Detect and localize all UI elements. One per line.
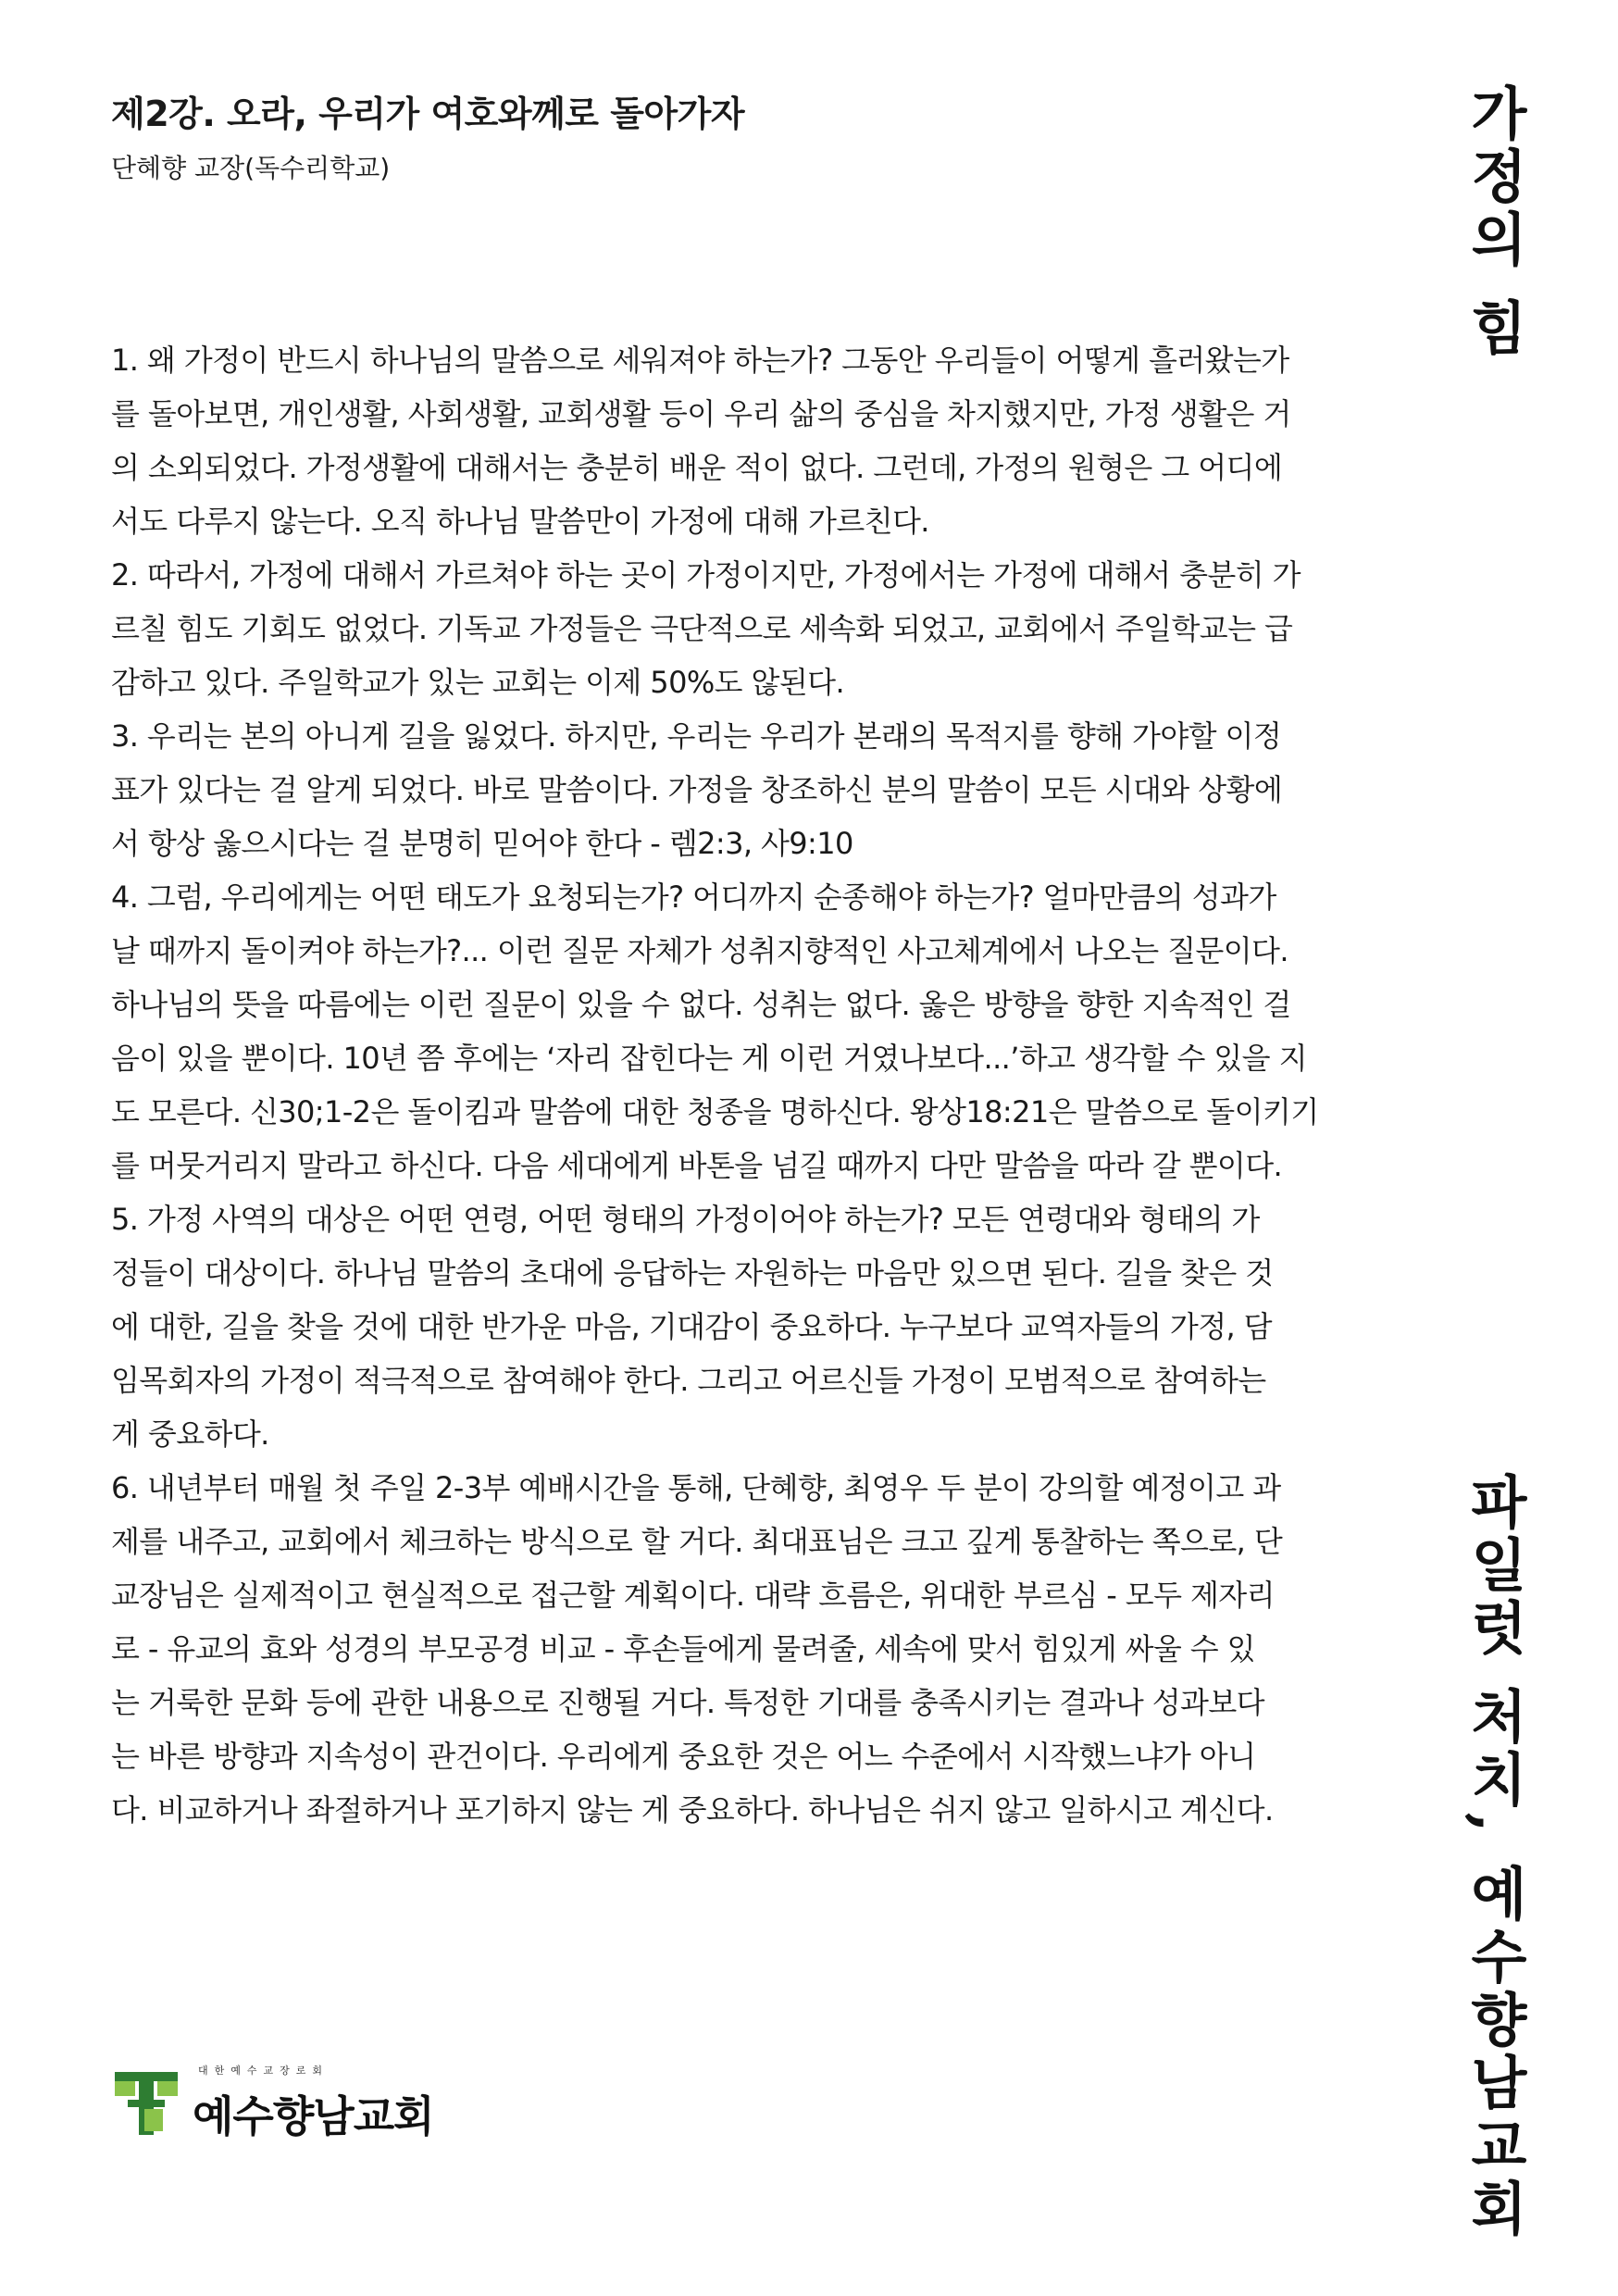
body-line: 는 바른 방향과 지속성이 관건이다. 우리에게 중요한 것은 어느 수준에서 시작했느냐가 아니 [111, 1739, 1256, 1774]
body-line: 르칠 힘도 기회도 없었다. 기독교 가정들은 극단적으로 세속화 되었고, 교회에서 주일학교는 급 [111, 611, 1293, 646]
body-line: 날 때까지 돌이켜야 하는가?... 이런 질문 자체가 성취지향적인 사고체계에서 나오는 질문이다. [111, 933, 1288, 968]
body-line: 음이 있을 뿐이다. 10년 쯤 후에는 ‘자리 잡힌다는 게 이런 거였나보다...’하고 생각할 수 있을 지 [111, 1041, 1307, 1076]
body-line: 1. 왜 가정이 반드시 하나님의 말씀으로 세워져야 하는가? 그동안 우리들이 어떻게 흘러왔는가 [111, 343, 1289, 378]
body-line: 는 거룩한 문화 등에 관한 내용으로 진행될 거다. 특정한 기대를 충족시키는 결과나 성과보다 [111, 1685, 1264, 1720]
body-line: 제를 내주고, 교회에서 체크하는 방식으로 할 거다. 최대표님은 크고 깊게 통찰하는 쪽으로, 단 [111, 1524, 1283, 1559]
body-line: 6. 내년부터 매월 첫 주일 2-3부 예배시간을 통해, 단혜향, 최영우 두 분이 강의할 예정이고 과 [111, 1470, 1281, 1505]
body-line: 도 모른다. 신30;1-2은 돌이킴과 말씀에 대한 청종을 명하신다. 왕상18:21은 말씀으로 돌이키기 [111, 1094, 1319, 1129]
body-line: 게 중요하다. [111, 1416, 269, 1452]
body-line: 하나님의 뜻을 따름에는 이런 질문이 있을 수 없다. 성취는 없다. 옳은 방향을 향한 지속적인 걸 [111, 987, 1291, 1022]
body-text [111, 333, 1388, 1837]
body-line: 로 - 유교의 효와 성경의 부모공경 비교 - 후손들에게 물려줄, 세속에 맞서 힘있게 싸울 수 있 [111, 1631, 1255, 1666]
body-line: 에 대한, 길을 찾을 것에 대한 반가운 마음, 기대감이 중요하다. 누구보다 교역자들의 가정, 담 [111, 1309, 1272, 1344]
logo-name: 예수향남교회 [193, 2091, 434, 2141]
body-line: 정들이 대상이다. 하나님 말씀의 초대에 응답하는 자원하는 마음만 있으면 된다. 길을 찾은 것 [111, 1255, 1274, 1291]
body-line: 서도 다루지 않는다. 오직 하나님 말씀만이 가정에 대해 가르친다. [111, 504, 929, 539]
body-line: 2. 따라서, 가정에 대해서 가르쳐야 하는 곳이 가정이지만, 가정에서는 가정에 대해서 충분히 가 [111, 557, 1301, 593]
side-title-bottom: 파일럿 처치, 예수향남교회 [1461, 1472, 1528, 2241]
side-title-top: 가정의 힘 [1461, 83, 1528, 361]
body-line: 를 머뭇거리지 말라고 하신다. 다음 세대에게 바톤을 넘길 때까지 다만 말씀을 따라 갈 뿐이다. [111, 1148, 1283, 1183]
body-line: 3. 우리는 본의 아니게 길을 잃었다. 하지만, 우리는 우리가 본래의 목적지를 향해 가야할 이정 [111, 718, 1282, 754]
body-line: 서 항상 옳으시다는 걸 분명히 믿어야 한다 - 렘2:3, 사9:10 [111, 826, 853, 861]
page-title: 제2강. 오라, 우리가 여호와께로 돌아가자 [111, 94, 745, 134]
logo-small-text: 대한예수교장로회 [198, 2065, 330, 2077]
church-logo [111, 2063, 434, 2144]
church-logo-icon [111, 2068, 181, 2139]
body-line: 임목회자의 가정이 적극적으로 참여해야 한다. 그리고 어르신들 가정이 모범적으로 참여하는 [111, 1363, 1266, 1398]
body-line: 교장님은 실제적이고 현실적으로 접근할 계획이다. 대략 흐름은, 위대한 부르심 - 모두 제자리 [111, 1578, 1275, 1613]
body-line: 의 소외되었다. 가정생활에 대해서는 충분히 배운 적이 없다. 그런데, 가정의 원형은 그 어디에 [111, 450, 1283, 485]
body-line: 4. 그럼, 우리에게는 어떤 태도가 요청되는가? 어디까지 순종해야 하는가? 얼마만큼의 성과가 [111, 880, 1276, 915]
body-line: 표가 있다는 걸 알게 되었다. 바로 말씀이다. 가정을 창조하신 분의 말씀이 모든 시대와 상황에 [111, 772, 1283, 807]
body-line: 를 돌아보면, 개인생활, 사회생활, 교회생활 등이 우리 삶의 중심을 차지했지만, 가정 생활은 거 [111, 396, 1291, 431]
page-subtitle: 단혜향 교장(독수리학교) [111, 153, 391, 183]
body-line: 감하고 있다. 주일학교가 있는 교회는 이제 50%도 않된다. [111, 665, 845, 700]
body-line: 다. 비교하거나 좌절하거나 포기하지 않는 게 중요하다. 하나님은 쉬지 않고 일하시고 계신다. [111, 1792, 1274, 1828]
body-line: 5. 가정 사역의 대상은 어떤 연령, 어떤 형태의 가정이어야 하는가? 모든 연령대와 형태의 가 [111, 1202, 1260, 1237]
